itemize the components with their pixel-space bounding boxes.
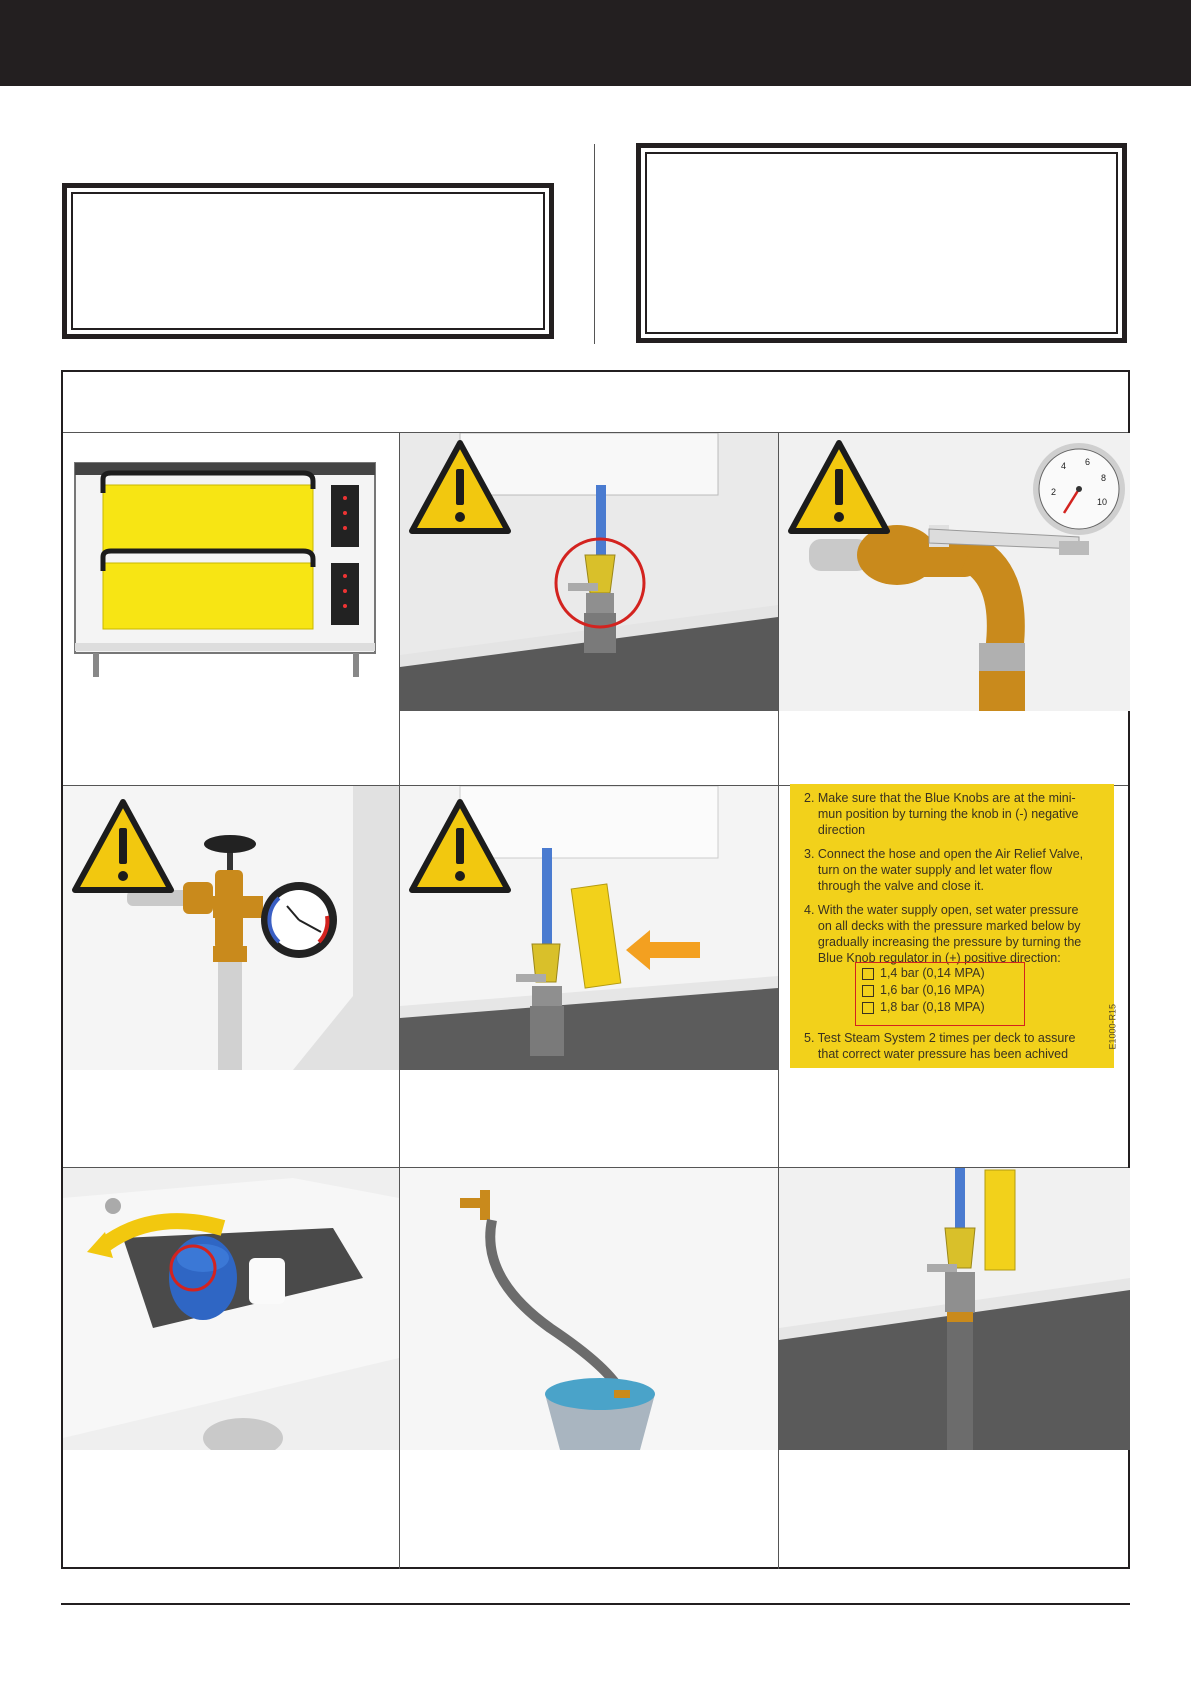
water-tap-gauge-image [779, 433, 1130, 711]
blue-knob-image [63, 1168, 399, 1450]
pressure-option: 1,8 bar (0,18 MPA) [880, 1000, 985, 1014]
valve-label-image [400, 786, 778, 1070]
label-step-2: 2. Make sure that the Blue Knobs are at the mini- mun position by turning the knob in (-) negative direction [804, 791, 1079, 837]
gauge-number: 6 [1085, 457, 1091, 467]
note-box-right [636, 143, 1127, 343]
hose-connected-image [779, 1168, 1130, 1450]
pressure-highlight-box [855, 962, 1025, 1026]
label-code: E1000-R15 [1108, 1004, 1118, 1050]
gauge-number: 8 [1101, 473, 1107, 483]
instruction-label-card [790, 784, 1118, 1068]
hose-bucket-image [400, 1168, 778, 1450]
pressure-option: 1,4 bar (0,14 MPA) [880, 966, 985, 980]
header-bar [0, 0, 1191, 86]
label-step-3: 3. Connect the hose and open the Air Relief Valve, turn on the water supply and let water flow through the valve and close it. [804, 847, 1084, 893]
oven-image [63, 433, 399, 785]
strainer-valve-image [400, 433, 778, 711]
gauge-number: 4 [1061, 461, 1067, 471]
pressure-valve-image [63, 786, 399, 1070]
footer-rule [61, 1603, 1130, 1605]
label-step-5: 5. Test Steam System 2 times per deck to assure that correct water pressure has been achived [804, 1031, 1076, 1061]
note-box-left [62, 183, 554, 339]
gauge-number: 2 [1051, 487, 1057, 497]
gauge-number: 10 [1097, 497, 1108, 507]
column-divider [594, 144, 595, 344]
label-step-4: 4. With the water supply open, set water pressure on all decks with the pressure marked below by gradually increasing the pressure by turning the Blue Knob regulator in (+) positive direction: [804, 903, 1082, 965]
pressure-option: 1,6 bar (0,16 MPA) [880, 983, 985, 997]
